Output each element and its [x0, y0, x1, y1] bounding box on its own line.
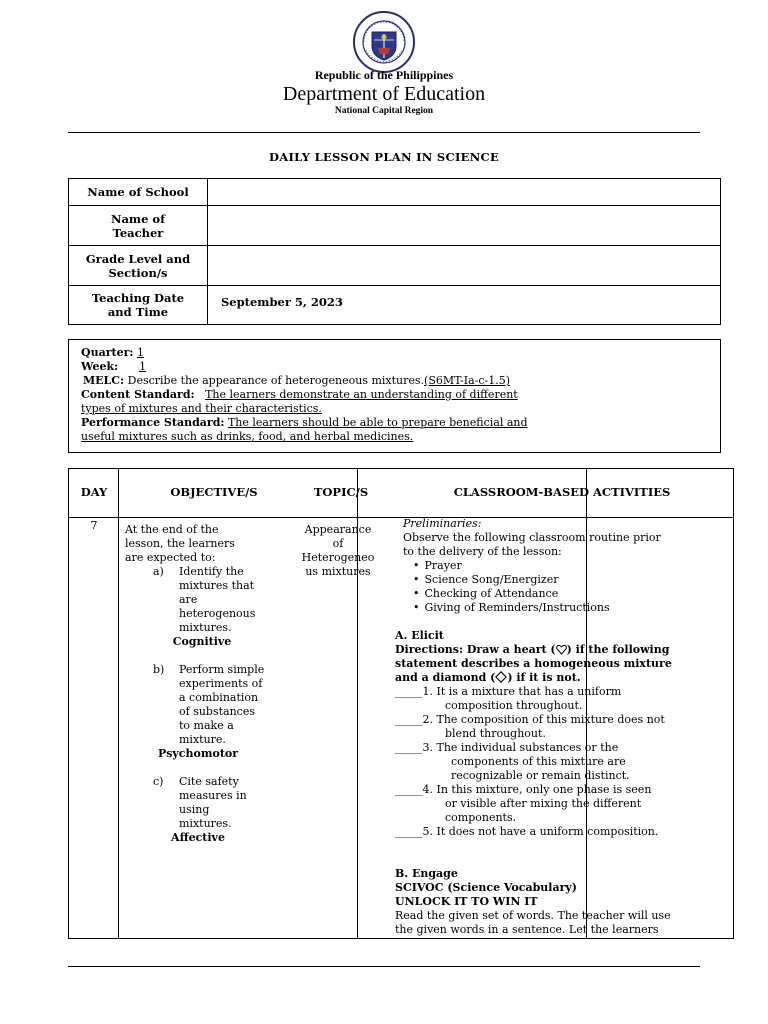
- objective-c-line: using: [179, 803, 210, 816]
- question-text: The composition of this mixture does not: [436, 713, 665, 726]
- melc-line: [81, 374, 708, 388]
- engage-text-1: Read the given set of words. The teacher will use: [395, 909, 671, 922]
- question-text: It is a mixture that has a uniform: [436, 685, 622, 698]
- deped-seal-icon: [352, 10, 416, 74]
- question-text: composition throughout.: [445, 699, 583, 712]
- unlock-heading: UNLOCK IT TO WIN IT: [395, 895, 538, 908]
- spacer: [395, 853, 734, 867]
- objective-c-text: [175, 775, 283, 831]
- performance-standard-line-2: [81, 430, 708, 444]
- header-divider: [68, 132, 700, 133]
- question-3: [395, 741, 734, 783]
- directions-text: ) if the following: [566, 643, 670, 656]
- question-text: In this mixture, only one phase is seen: [436, 783, 652, 796]
- diamond-icon: [495, 671, 507, 683]
- performance-standard-text-1: The learners should be able to prepare beneficial and: [227, 416, 528, 429]
- footer-divider: [68, 966, 700, 967]
- question-number: 5.: [422, 825, 433, 838]
- info-label-school: Name of School: [69, 179, 208, 205]
- directions-text: Directions: Draw a heart (: [395, 643, 556, 656]
- routine-item: • Checking of Attendance: [413, 587, 734, 601]
- spacer: [125, 649, 287, 663]
- topic-line: of: [332, 537, 344, 550]
- routine-item: • Science Song/Energizer: [413, 573, 734, 587]
- objectives-intro-3: are expected to:: [125, 551, 216, 564]
- quarter-label: Quarter:: [81, 346, 134, 359]
- week-label: Week:: [81, 360, 119, 373]
- question-text: components of this mixture are: [451, 755, 626, 768]
- objective-c-line: mixtures.: [179, 817, 232, 830]
- performance-standard-line: [81, 416, 708, 430]
- routine-list: [395, 559, 734, 615]
- content-standard-label: Content Standard:: [81, 388, 195, 401]
- topic-line: Appearance: [304, 523, 372, 536]
- answer-blank[interactable]: _____: [395, 783, 423, 796]
- spacer: [395, 615, 734, 629]
- spacer: [125, 761, 287, 775]
- objective-b-line: of substances: [179, 705, 255, 718]
- directions-text: ) if it is not.: [507, 671, 581, 684]
- question-5: [395, 825, 734, 839]
- header-topics: TOPIC/S: [313, 485, 369, 499]
- content-standard-line-2: [81, 402, 708, 416]
- routine-text-1: Observe the following classroom routine prior: [403, 531, 661, 544]
- routine-item: • Prayer: [413, 559, 734, 573]
- info-label-grade: Grade Level and Section/s: [69, 246, 208, 285]
- question-text: The individual substances or the: [436, 741, 619, 754]
- objective-a-domain: Cognitive: [172, 635, 232, 648]
- question-text: or visible after mixing the different: [445, 797, 642, 810]
- info-row-date: [69, 285, 720, 324]
- info-value-date: September 5, 2023: [221, 295, 343, 309]
- routine-text-2: to the delivery of the lesson:: [403, 545, 562, 558]
- question-2: [395, 713, 734, 741]
- directions-line-2: statement describes a homogeneous mixture: [395, 657, 672, 670]
- objective-c: [125, 775, 287, 831]
- question-4: [395, 783, 734, 825]
- info-row-teacher: [69, 205, 720, 245]
- objective-a-line: are: [179, 593, 198, 606]
- objective-c-domain: Affective: [171, 831, 225, 844]
- quarter-line: [81, 346, 708, 360]
- standards-box: [68, 339, 721, 453]
- answer-blank[interactable]: _____: [395, 685, 423, 698]
- objective-b-letter: b): [153, 663, 165, 676]
- objective-b-domain: Psychomotor: [157, 747, 239, 760]
- preliminaries-label: Preliminaries:: [403, 517, 482, 530]
- info-row-grade: [69, 245, 720, 285]
- objective-a-line: Identify the: [179, 565, 244, 578]
- question-text: blend throughout.: [445, 727, 546, 740]
- objective-a-text: [175, 565, 283, 635]
- col-day: [69, 469, 119, 938]
- republic-heading: Republic of the Philippines: [314, 68, 454, 82]
- topic-line: Heterogeneo: [301, 551, 375, 564]
- activities-cell: [395, 517, 734, 937]
- week-line: [81, 360, 708, 374]
- routine-item: • Giving of Reminders/Instructions: [413, 601, 734, 615]
- engage-text-2: the given words in a sentence. Let the learners: [395, 923, 659, 936]
- quarter-value: 1: [136, 346, 144, 359]
- teacher-info-table: [68, 178, 721, 325]
- question-text: recognizable or remain distinct.: [451, 769, 630, 782]
- objective-b-line: to make a: [179, 719, 234, 732]
- question-text: components.: [445, 811, 517, 824]
- answer-blank[interactable]: _____: [395, 825, 423, 838]
- question-text: It does not have a uniform composition.: [436, 825, 659, 838]
- objective-c-line: Cite safety: [179, 775, 239, 788]
- objectives-intro-1: At the end of the: [125, 523, 219, 536]
- spacer: [395, 839, 734, 853]
- topic-cell: [293, 523, 383, 579]
- question-number: 3.: [422, 741, 433, 754]
- objective-b-text: [175, 663, 283, 747]
- objective-a-line: mixtures that: [179, 579, 255, 592]
- objective-a-line: heterogenous: [179, 607, 256, 620]
- objective-b-line: experiments of: [179, 677, 263, 690]
- content-standard-text-1: The learners demonstrate an understanding of different: [205, 388, 518, 401]
- heart-icon: [556, 644, 567, 655]
- melc-text: Describe the appearance of heterogeneous mixtures.: [127, 374, 425, 387]
- week-value: 1: [139, 360, 147, 373]
- answer-blank[interactable]: _____: [395, 741, 423, 754]
- info-label-teacher: Name of Teacher: [69, 206, 208, 245]
- department-heading: Department of Education: [282, 83, 486, 105]
- performance-standard-label: Performance Standard:: [81, 416, 225, 429]
- objective-c-letter: c): [153, 775, 164, 788]
- day-value: 7: [90, 519, 98, 532]
- elicit-heading: A. Elicit: [395, 629, 444, 642]
- answer-blank[interactable]: _____: [395, 713, 423, 726]
- directions-line-1: [395, 643, 734, 657]
- objectives-cell: [125, 523, 287, 845]
- lesson-table: [68, 468, 734, 939]
- objective-b: [125, 663, 287, 747]
- directions-text: and a diamond (: [395, 671, 496, 684]
- header-objectives: OBJECTIVE/S: [170, 485, 258, 499]
- info-label-date: Teaching Date and Time: [69, 286, 208, 324]
- question-number: 4.: [422, 783, 433, 796]
- engage-heading: B. Engage: [395, 867, 458, 880]
- header-day: DAY: [80, 485, 108, 499]
- performance-standard-text-2: useful mixtures such as drinks, food, and herbal medicines.: [81, 430, 414, 443]
- objective-a-letter: a): [153, 565, 164, 578]
- header-activities: CLASSROOM-BASED ACTIVITIES: [453, 485, 671, 499]
- scivoc-heading: SCIVOC (Science Vocabulary): [395, 881, 577, 894]
- objective-a-line: mixtures.: [179, 621, 232, 634]
- info-row-school: [69, 179, 720, 205]
- content-standard-line: [81, 388, 708, 402]
- objective-b-line: a combination: [179, 691, 259, 704]
- question-number: 1.: [422, 685, 433, 698]
- objective-a: [125, 565, 287, 635]
- topic-line: us mixtures: [305, 565, 371, 578]
- objectives-intro-2: lesson, the learners: [125, 537, 235, 550]
- question-number: 2.: [422, 713, 433, 726]
- document-title: DAILY LESSON PLAN IN SCIENCE: [268, 150, 500, 164]
- region-heading: National Capital Region: [334, 106, 434, 116]
- question-1: [395, 685, 734, 713]
- melc-code: (S6MT-Ia-c-1.5): [424, 374, 511, 387]
- directions-line-3: [395, 671, 734, 685]
- objective-b-line: mixture.: [179, 733, 226, 746]
- objective-c-line: measures in: [179, 789, 247, 802]
- objective-b-line: Perform simple: [179, 663, 265, 676]
- melc-label: MELC:: [83, 374, 125, 387]
- content-standard-text-2: types of mixtures and their characteristics.: [81, 402, 322, 415]
